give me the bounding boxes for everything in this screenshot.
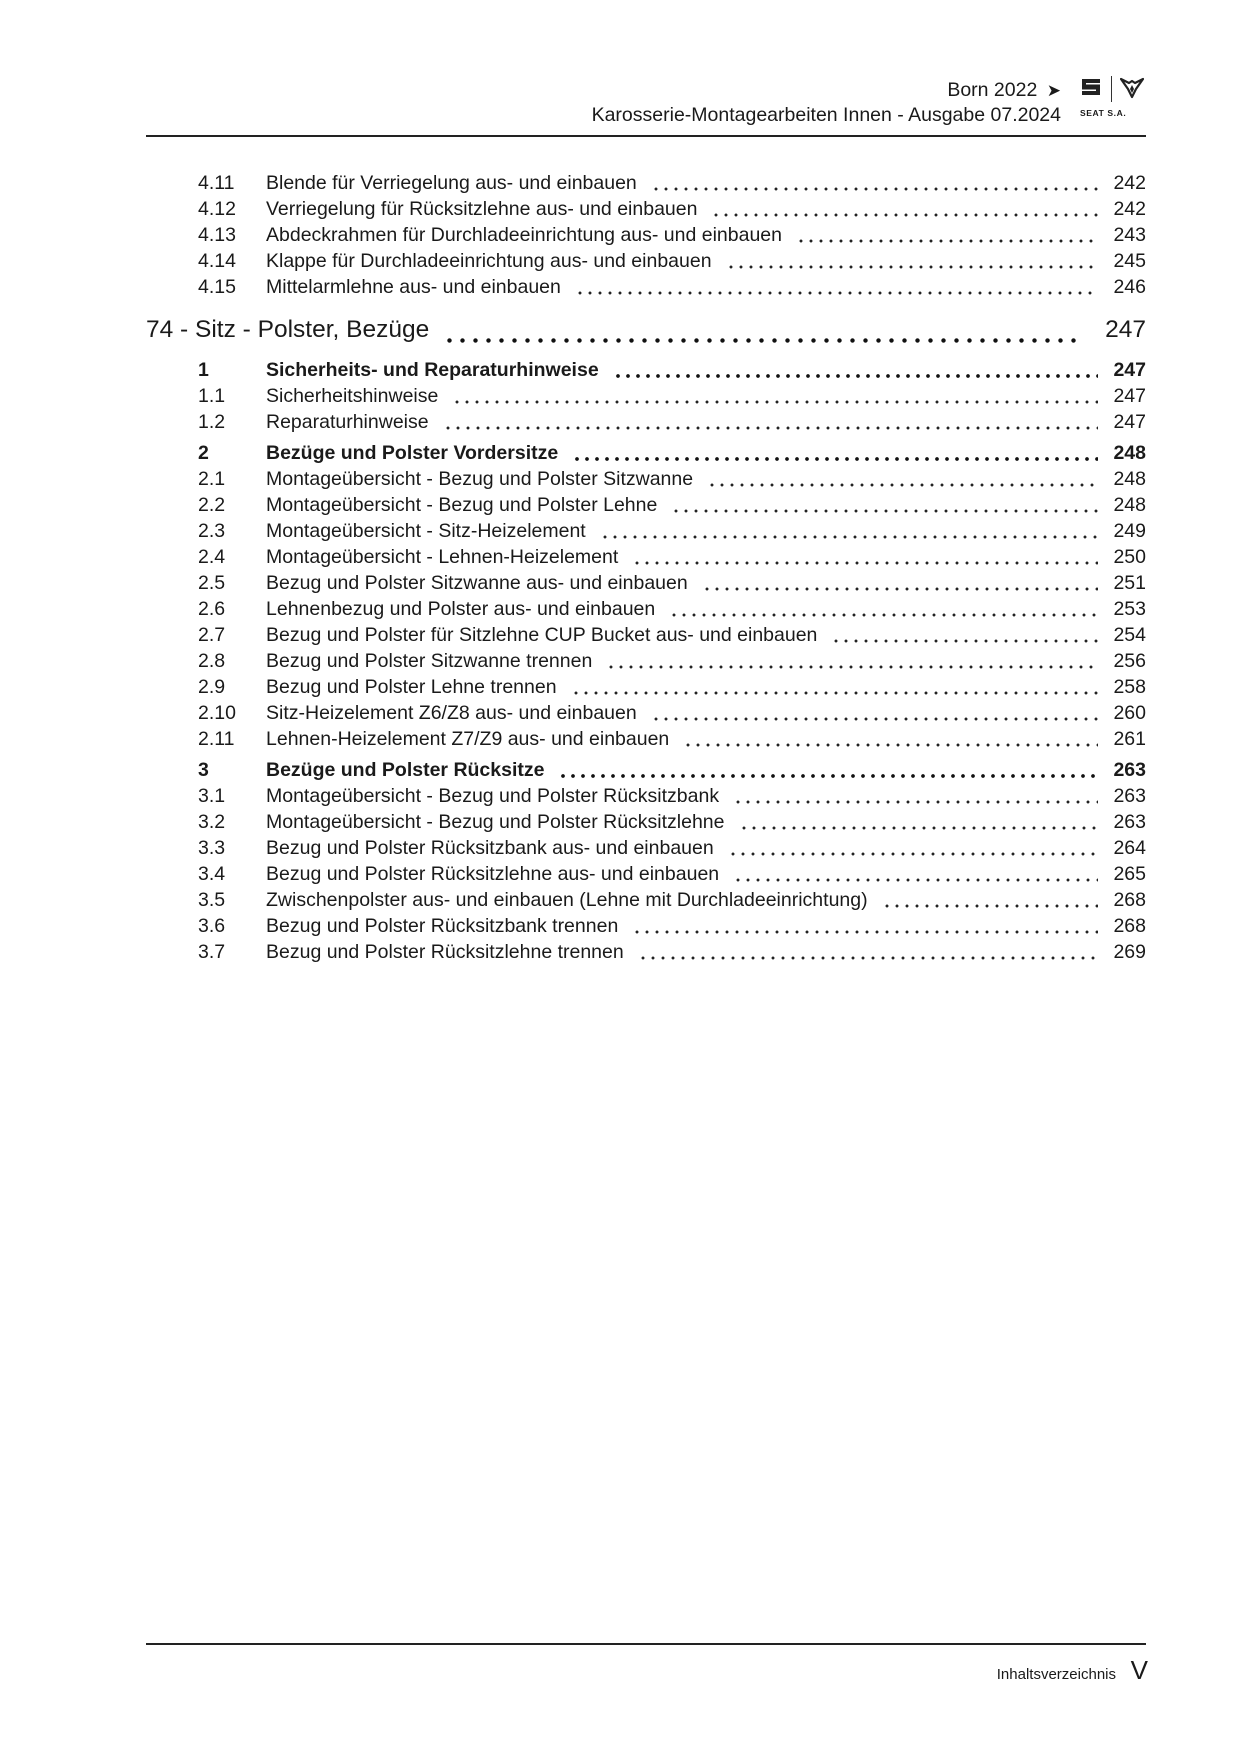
toc-page-number: 263 [1113,759,1146,781]
toc-number: 2.11 [198,728,235,750]
toc-entry[interactable] [146,702,1146,728]
toc-leader-dots [733,800,1098,804]
toc-page-number: 247 [1105,316,1146,343]
toc-title: Bezug und Polster Rücksitzlehne aus- und einbauen [266,863,720,885]
toc-leader-dots [638,956,1098,960]
toc-leader-dots [726,265,1098,269]
toc-entry[interactable] [146,224,1146,250]
toc-leader-dots [651,187,1098,191]
toc-title: Montageübersicht - Bezug und Polster Sitzwanne [266,468,694,490]
toc-number: 1 [198,359,209,381]
toc-title: Bezug und Polster für Sitzlehne CUP Bucket aus- und einbauen [266,624,818,646]
toc-title: Bezug und Polster Rücksitzlehne trennen [266,941,624,963]
toc-leader-dots [728,852,1098,856]
toc-title: Reparaturhinweise [266,411,429,433]
toc-page-number: 248 [1113,442,1146,464]
toc-entry[interactable] [146,915,1146,941]
toc-leader-dots [632,930,1098,934]
toc-entry[interactable] [146,172,1146,198]
toc-page-number: 251 [1113,572,1146,594]
toc-page-number: 242 [1113,172,1146,194]
table-of-contents [146,172,1146,967]
cupra-icon [1120,77,1144,99]
toc-number: 3.5 [198,889,226,911]
toc-entry[interactable] [146,624,1146,650]
toc-section[interactable] [146,759,1146,785]
arrow-right-icon: ➤ [1046,81,1061,100]
toc-entry[interactable] [146,276,1146,302]
toc-number: 3.1 [198,785,226,807]
toc-entry[interactable] [146,520,1146,546]
toc-page-number: 242 [1113,198,1146,220]
footer-label: Inhaltsverzeichnis [996,1666,1116,1683]
toc-page-number: 264 [1113,837,1146,859]
toc-title: Klappe für Durchladeeinrichtung aus- und einbauen [266,250,712,272]
toc-page-number: 261 [1113,728,1146,750]
toc-entry[interactable] [146,650,1146,676]
toc-page-number: 256 [1113,650,1146,672]
toc-page-number: 265 [1113,863,1146,885]
footer-divider [146,1643,1146,1645]
toc-number: 4.15 [198,276,236,298]
toc-entry[interactable] [146,728,1146,754]
toc-title: Lehnen-Heizelement Z7/Z9 aus- und einbauen [266,728,670,750]
toc-page-number: 253 [1113,598,1146,620]
toc-entry[interactable] [146,572,1146,598]
toc-title: Abdeckrahmen für Durchladeeinrichtung aus- und einbauen [266,224,782,246]
toc-number: 3.4 [198,863,226,885]
toc-title: Bezug und Polster Sitzwanne trennen [266,650,593,672]
toc-leader-dots [575,291,1098,295]
toc-leader-dots [669,613,1098,617]
toc-title: Verriegelung für Rücksitzlehne aus- und einbauen [266,198,698,220]
toc-title: Montageübersicht - Bezug und Polster Lehne [266,494,658,516]
toc-title: Sicherheitshinweise [266,385,439,407]
seat-s-icon [1080,76,1102,98]
toc-page-number: 258 [1113,676,1146,698]
toc-entry[interactable] [146,676,1146,702]
toc-entry[interactable] [146,468,1146,494]
toc-page-number: 254 [1113,624,1146,646]
toc-entry[interactable] [146,546,1146,572]
toc-entry[interactable] [146,785,1146,811]
toc-number: 3.7 [198,941,226,963]
toc-page-number: 260 [1113,702,1146,724]
toc-page-number: 263 [1113,811,1146,833]
toc-leader-dots [707,483,1098,487]
toc-entry[interactable] [146,598,1146,624]
toc-page-number: 246 [1113,276,1146,298]
toc-number: 2.2 [198,494,226,516]
toc-entry[interactable] [146,811,1146,837]
toc-leader-dots [443,338,1082,343]
toc-leader-dots [733,878,1098,882]
toc-number: 2.3 [198,520,226,542]
toc-leader-dots [606,665,1098,669]
toc-page-number: 250 [1113,546,1146,568]
toc-leader-dots [613,374,1098,378]
toc-section[interactable] [146,359,1146,385]
toc-page-number: 268 [1113,889,1146,911]
page-header [146,78,1146,136]
toc-title: Montageübersicht - Lehnen-Heizelement [266,546,619,568]
toc-number: 2.1 [198,468,226,490]
toc-title: Montageübersicht - Sitz-Heizelement [266,520,586,542]
toc-title: Bezüge und Polster Vordersitze [266,442,559,464]
toc-title: Montageübersicht - Bezug und Polster Rücksitzlehne [266,811,725,833]
seat-logo [1074,76,1146,128]
header-divider [146,135,1146,137]
toc-number: 4.11 [198,172,235,194]
toc-leader-dots [831,639,1098,643]
toc-number: 2.9 [198,676,226,698]
toc-number: 3.2 [198,811,226,833]
toc-entry[interactable] [146,863,1146,889]
toc-number: 2.5 [198,572,226,594]
toc-page-number: 243 [1113,224,1146,246]
toc-number: 2.6 [198,598,226,620]
toc-entry[interactable] [146,889,1146,915]
toc-section[interactable] [146,442,1146,468]
toc-number: 3.3 [198,837,226,859]
toc-title: Lehnenbezug und Polster aus- und einbauen [266,598,656,620]
toc-title: Blende für Verriegelung aus- und einbauen [266,172,637,194]
toc-title: Sitz-Heizelement Z6/Z8 aus- und einbauen [266,702,637,724]
toc-chapter[interactable] [146,316,1146,354]
toc-page-number: 247 [1113,385,1146,407]
logo-divider [1111,76,1112,102]
toc-leader-dots [683,743,1098,747]
toc-title: Montageübersicht - Bezug und Polster Rücksitzbank [266,785,720,807]
toc-entry[interactable] [146,411,1146,437]
toc-number: 2.8 [198,650,226,672]
toc-number: 1.1 [198,385,226,407]
header-title: Born 2022 ➤ [947,79,1061,101]
toc-title: Mittelarmlehne aus- und einbauen [266,276,561,298]
toc-number: 1.2 [198,411,226,433]
toc-page-number: 249 [1113,520,1146,542]
toc-leader-dots [632,561,1098,565]
toc-page-number: 268 [1113,915,1146,937]
toc-title: Bezug und Polster Sitzwanne aus- und einbauen [266,572,688,594]
toc-page-number: 245 [1113,250,1146,272]
toc-title: Bezüge und Polster Rücksitze [266,759,545,781]
toc-number: 3 [198,759,209,781]
header-subtitle: Karosserie-Montagearbeiten Innen - Ausgabe 07.2024 [591,104,1061,126]
toc-leader-dots [796,239,1098,243]
toc-entry[interactable] [146,250,1146,276]
toc-title: Bezug und Polster Rücksitzbank aus- und einbauen [266,837,714,859]
toc-entry[interactable] [146,385,1146,411]
toc-leader-dots [702,587,1098,591]
toc-leader-dots [600,535,1098,539]
toc-leader-dots [671,509,1098,513]
toc-page-number: 248 [1113,468,1146,490]
toc-leader-dots [571,691,1098,695]
toc-title: 74 - Sitz - Polster, Bezüge [146,316,430,343]
toc-title: Bezug und Polster Lehne trennen [266,676,557,698]
toc-number: 4.13 [198,224,236,246]
toc-number: 4.12 [198,198,236,220]
toc-title: Sicherheits- und Reparaturhinweise [266,359,599,381]
toc-entry[interactable] [146,494,1146,520]
toc-leader-dots [572,457,1098,461]
seat-sa-label: SEAT S.A. [1080,108,1127,118]
toc-title: Bezug und Polster Rücksitzbank trennen [266,915,619,937]
toc-page-number: 269 [1113,941,1146,963]
toc-page-number: 247 [1113,411,1146,433]
toc-page-number: 263 [1113,785,1146,807]
toc-leader-dots [452,400,1098,404]
toc-title: Zwischenpolster aus- und einbauen (Lehne mit Durchladeeinrichtung) [266,889,868,911]
footer-page-number: V [1130,1655,1148,1685]
toc-leader-dots [711,213,1098,217]
toc-leader-dots [882,904,1098,908]
toc-number: 3.6 [198,915,226,937]
toc-leader-dots [739,826,1099,830]
toc-page-number: 248 [1113,494,1146,516]
toc-entry[interactable] [146,837,1146,863]
toc-leader-dots [443,426,1098,430]
toc-number: 4.14 [198,250,236,272]
toc-number: 2.10 [198,702,236,724]
toc-leader-dots [651,717,1098,721]
toc-page-number: 247 [1113,359,1146,381]
toc-number: 2.7 [198,624,226,646]
toc-entry[interactable] [146,941,1146,967]
toc-leader-dots [558,774,1098,778]
toc-number: 2 [198,442,209,464]
toc-entry[interactable] [146,198,1146,224]
toc-number: 2.4 [198,546,226,568]
header-text [592,78,1061,127]
